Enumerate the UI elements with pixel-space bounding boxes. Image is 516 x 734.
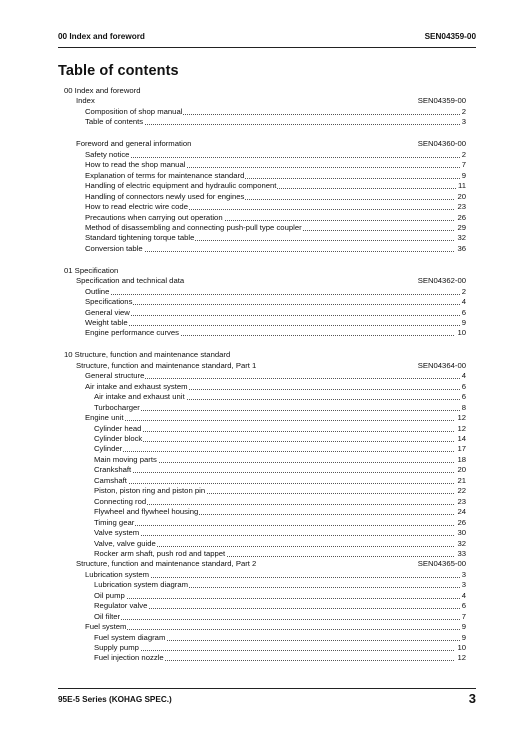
- toc-entry-title: Cylinder block: [94, 434, 143, 443]
- toc-entry: [94, 424, 466, 434]
- page-title: Table of contents: [58, 63, 179, 79]
- toc-entry: [94, 444, 466, 454]
- toc-entry: [85, 297, 466, 307]
- toc-entry: [94, 612, 466, 622]
- toc-entry: [94, 643, 466, 653]
- dot-leader: [94, 598, 466, 599]
- document-code: SEN04359-00: [424, 32, 476, 41]
- toc-entry: [94, 403, 466, 413]
- toc-entry-page: 10: [457, 328, 466, 338]
- toc-entry: [85, 202, 466, 212]
- toc-entry-title: Lubrication system: [85, 569, 150, 579]
- footer-series: 95E-5 Series (KOHAG SPEC.): [58, 695, 172, 704]
- toc-entry-title: Air intake and exhaust system: [85, 381, 188, 391]
- toc-entry-page: 7: [461, 160, 466, 170]
- toc-entry-page: 23: [457, 202, 466, 211]
- toc-entry: [94, 486, 466, 496]
- toc-entry-title: Flywheel and flywheel housing: [94, 507, 199, 517]
- toc-entry-doc-code: SEN04359-00: [417, 96, 466, 106]
- toc-entry-title: Fuel injection nozzle: [94, 653, 164, 663]
- toc-entry-title: How to read the shop manual: [85, 160, 186, 170]
- dot-leader: [94, 525, 466, 526]
- page-number: 3: [468, 691, 476, 706]
- section-header-title: 00 Index and foreword: [58, 32, 145, 41]
- toc-entry: [94, 528, 466, 538]
- toc-entry-title: Timing gear: [94, 517, 135, 527]
- toc-entry: [85, 117, 466, 127]
- toc-entry-page: 12: [457, 413, 466, 423]
- toc-entry: [94, 497, 466, 507]
- dot-leader: [94, 535, 466, 536]
- toc-entry-title: Weight table: [85, 318, 128, 327]
- toc-entry: [85, 223, 466, 233]
- toc-entry: [85, 181, 466, 191]
- toc-entry: [85, 244, 466, 254]
- toc-entry: [64, 86, 466, 96]
- toc-entry: [94, 580, 466, 590]
- toc-entry-page: 6: [461, 307, 466, 317]
- toc-entry-page: 29: [457, 222, 466, 232]
- toc-entry-title: Valve, valve guide: [94, 538, 156, 548]
- toc-entry-title: Main moving parts: [94, 454, 157, 464]
- toc-entry-title: Camshaft: [94, 475, 127, 485]
- dot-leader: [94, 431, 466, 432]
- toc-entry-page: 2: [461, 106, 466, 116]
- toc-entry-page: 8: [461, 402, 466, 412]
- toc-entry-title: 01 Specification: [64, 265, 119, 275]
- toc-entry-title: Air intake and exhaust unit: [94, 392, 185, 402]
- toc-entry-title: Connecting rod: [94, 496, 147, 506]
- toc-entry: [94, 518, 466, 528]
- toc-entry-title: Foreword and general information: [76, 139, 192, 149]
- toc-entry-page: 7: [461, 611, 466, 621]
- toc-entry-doc-code: SEN04364-00: [417, 360, 466, 370]
- toc-entry-page: 36: [457, 243, 466, 253]
- toc-entry: [94, 507, 466, 517]
- toc-entry-page: 21: [457, 475, 466, 485]
- toc-entry: [85, 213, 466, 223]
- toc-entry-title: Oil filter: [94, 611, 121, 621]
- toc-entry-page: 4: [461, 590, 466, 600]
- dot-leader: [85, 157, 466, 158]
- toc-entry-page: 20: [457, 191, 466, 201]
- dot-leader: [94, 619, 466, 620]
- toc-entry-title: Crankshaft: [94, 465, 132, 475]
- dot-leader: [85, 629, 466, 630]
- toc-entry: [76, 96, 466, 106]
- toc-entry-page: 17: [457, 444, 466, 454]
- dot-leader: [85, 315, 466, 316]
- toc-entry-page: 12: [457, 653, 466, 663]
- toc-entry-page: 6: [461, 392, 466, 402]
- toc-entry-page: 20: [457, 465, 466, 475]
- toc-entry-title: Turbocharger: [94, 402, 140, 412]
- toc-entry: [94, 633, 466, 643]
- toc-entry-title: Handling of connectors newly used for engines: [85, 191, 245, 201]
- dot-leader: [94, 451, 466, 452]
- toc-entry-page: 22: [457, 486, 466, 496]
- table-of-contents: [0, 86, 516, 686]
- toc-entry-title: Engine unit: [85, 413, 124, 423]
- toc-entry: [76, 559, 466, 569]
- toc-entry: [85, 382, 466, 392]
- toc-entry-title: 10 Structure, function and maintenance standard: [64, 350, 231, 360]
- toc-entry: [94, 434, 466, 444]
- toc-entry: [64, 350, 466, 360]
- dot-leader: [94, 441, 466, 442]
- toc-entry-page: 2: [461, 286, 466, 296]
- toc-entry-page: 6: [461, 381, 466, 391]
- toc-entry-title: Explanation of terms for maintenance standard: [85, 170, 245, 180]
- dot-leader: [94, 472, 466, 473]
- toc-entry: [94, 392, 466, 402]
- toc-entry: [85, 328, 466, 338]
- toc-entry-page: 3: [461, 580, 466, 590]
- toc-entry: [64, 266, 466, 276]
- page-header: [58, 32, 476, 46]
- toc-entry-title: Structure, function and maintenance standard, Part 2: [76, 559, 257, 569]
- toc-entry: [85, 308, 466, 318]
- dot-leader: [85, 294, 466, 295]
- toc-entry-title: Composition of shop manual: [85, 106, 183, 116]
- toc-entry: [94, 539, 466, 549]
- toc-entry: [94, 476, 466, 486]
- toc-entry-page: 23: [457, 496, 466, 506]
- toc-entry: [85, 318, 466, 328]
- toc-entry-title: Oil pump: [94, 590, 125, 600]
- toc-entry-page: 26: [457, 212, 466, 222]
- toc-entry: [94, 465, 466, 475]
- toc-entry-title: Valve system: [94, 528, 140, 537]
- toc-entry: [94, 653, 466, 663]
- toc-entry-page: 4: [461, 297, 466, 307]
- toc-entry-page: 3: [461, 117, 466, 127]
- toc-entry: [76, 361, 466, 371]
- toc-entry-title: General view: [85, 307, 130, 317]
- toc-entry: [85, 413, 466, 423]
- toc-entry: [85, 160, 466, 170]
- toc-entry-title: Rocker arm shaft, push rod and tappet: [94, 548, 226, 558]
- toc-entry: [94, 549, 466, 559]
- toc-entry-page: 24: [457, 507, 466, 517]
- toc-entry: [85, 287, 466, 297]
- dot-leader: [94, 650, 466, 651]
- header-divider: [58, 47, 476, 48]
- toc-entry-page: 30: [457, 528, 466, 537]
- toc-entry-page: 9: [461, 632, 466, 642]
- toc-entry-title: Cylinder head: [94, 423, 142, 433]
- toc-entry-page: 18: [457, 454, 466, 464]
- footer-divider: [58, 688, 476, 689]
- toc-entry-title: Engine performance curves: [85, 328, 180, 338]
- toc-entry-page: 3: [461, 569, 466, 579]
- toc-entry: [85, 150, 466, 160]
- toc-entry-page: 33: [457, 548, 466, 558]
- toc-entry: [85, 107, 466, 117]
- toc-entry-doc-code: SEN04365-00: [417, 559, 466, 569]
- toc-entry: [85, 371, 466, 381]
- dot-leader: [85, 420, 466, 421]
- toc-entry-title: Handling of electric equipment and hydraulic component: [85, 181, 277, 191]
- toc-entry-title: Index: [76, 96, 95, 106]
- dot-leader: [85, 325, 466, 326]
- toc-entry: [85, 171, 466, 181]
- dot-leader: [94, 483, 466, 484]
- toc-entry: [94, 591, 466, 601]
- toc-entry-title: Method of disassembling and connecting push-pull type coupler: [85, 222, 302, 232]
- toc-entry: [85, 622, 466, 632]
- toc-entry-title: Safety notice: [85, 149, 130, 159]
- toc-entry-page: 6: [461, 601, 466, 611]
- toc-entry-title: Fuel system diagram: [94, 632, 166, 642]
- toc-entry-doc-code: SEN04360-00: [417, 139, 466, 149]
- toc-entry-title: Table of contents: [85, 117, 144, 127]
- toc-entry-title: Precautions when carrying out operation: [85, 212, 223, 222]
- toc-entry-title: Standard tightening torque table: [85, 233, 195, 243]
- toc-entry-title: How to read electric wire code: [85, 202, 188, 211]
- toc-entry-title: Outline: [85, 286, 110, 296]
- toc-entry: [76, 276, 466, 286]
- toc-entry-title: Fuel system: [85, 622, 127, 632]
- toc-entry-title: Specification and technical data: [76, 276, 185, 286]
- toc-entry-page: 32: [457, 538, 466, 548]
- toc-entry-page: 10: [457, 643, 466, 652]
- toc-entry-title: Structure, function and maintenance standard, Part 1: [76, 360, 257, 370]
- toc-entry-page: 14: [457, 434, 466, 443]
- dot-leader: [94, 504, 466, 505]
- toc-entry: [76, 139, 466, 149]
- toc-entry-title: Cylinder: [94, 444, 123, 454]
- toc-entry-title: Lubrication system diagram: [94, 580, 188, 590]
- toc-entry-page: 9: [461, 318, 466, 327]
- toc-entry-page: 4: [461, 371, 466, 381]
- toc-entry-title: Conversion table: [85, 243, 143, 253]
- toc-entry-page: 2: [461, 149, 466, 159]
- toc-entry-page: 12: [457, 423, 466, 433]
- toc-entry-page: 32: [457, 233, 466, 243]
- toc-entry-title: Specifications: [85, 297, 133, 307]
- dot-leader: [85, 304, 466, 305]
- toc-entry: [85, 570, 466, 580]
- toc-entry: [85, 233, 466, 243]
- toc-entry-page: 11: [458, 181, 466, 191]
- toc-entry-page: 9: [461, 622, 466, 632]
- toc-entry-title: Regulator valve: [94, 601, 148, 611]
- toc-entry-title: Supply pump: [94, 643, 139, 652]
- toc-entry: [94, 601, 466, 611]
- dot-leader: [94, 410, 466, 411]
- toc-entry-title: 00 Index and foreword: [64, 86, 141, 95]
- toc-entry: [85, 192, 466, 202]
- dot-leader: [94, 608, 466, 609]
- toc-entry-title: Piston, piston ring and piston pin: [94, 486, 206, 496]
- toc-entry-page: 26: [457, 517, 466, 527]
- toc-entry: [94, 455, 466, 465]
- toc-entry-page: 9: [461, 170, 466, 180]
- toc-entry-title: General structure: [85, 371, 145, 381]
- toc-entry-doc-code: SEN04362-00: [417, 276, 466, 286]
